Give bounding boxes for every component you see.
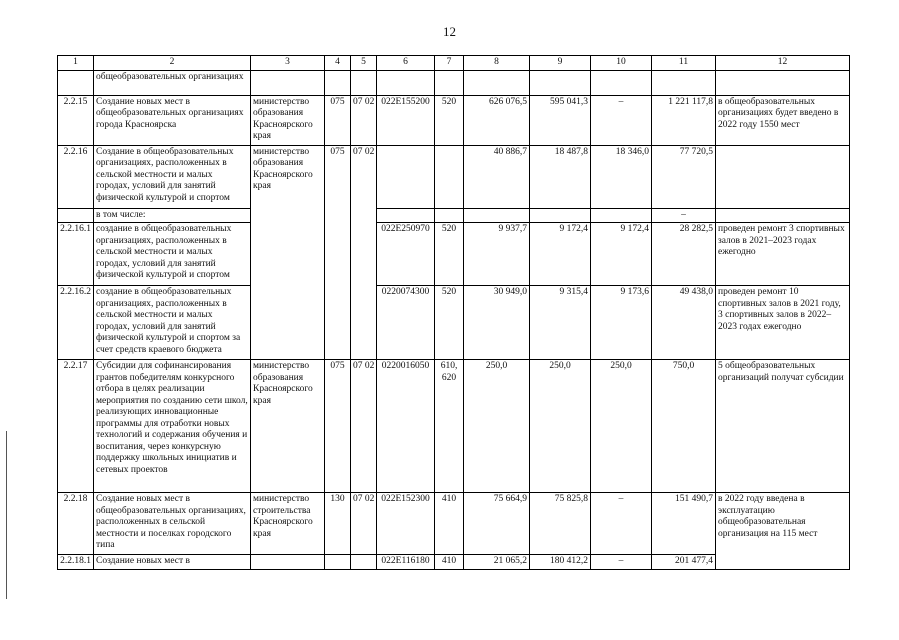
row-number: 2.2.16.1 <box>58 223 94 286</box>
cell-c8: 21 065,2 <box>464 555 530 570</box>
row-number: 2.2.17 <box>58 360 94 493</box>
cell-c9: 18 487,8 <box>530 145 591 208</box>
table-row <box>58 95 850 145</box>
cell-c6: 0220074300 <box>377 286 435 360</box>
cell-c6: 022E152300 <box>377 493 435 555</box>
cell-c6: 022E116180 <box>377 555 435 570</box>
cell-c10: – <box>591 555 652 570</box>
row-org: министерство строительства Красноярского края <box>251 493 325 555</box>
cell-c5: 07 02 <box>351 493 377 555</box>
cell-c12: проведен ремонт 10 спортивных залов в 2021 году, 3 спортивных залов в 2022–2023 годах ежегодно <box>716 286 850 360</box>
header-cell: 8 <box>464 56 530 71</box>
cell-c7: 520 <box>435 286 464 360</box>
row-org: министерство образования Красноярского края <box>251 145 325 360</box>
cell-c9: 250,0 <box>530 360 591 493</box>
table-row <box>58 145 850 208</box>
program-table <box>57 55 850 570</box>
cell-c8: 30 949,0 <box>464 286 530 360</box>
row-name: Создание новых мест в общеобразовательных организациях города Красноярска <box>94 95 251 145</box>
cell-c10: – <box>591 95 652 145</box>
row-name: Создание в общеобразовательных организациях, расположенных в сельской местности и малых городах, условий для занятий физической культурой и спортом <box>94 145 251 208</box>
cell-c8: 9 937,7 <box>464 223 530 286</box>
row-number: 2.2.15 <box>58 95 94 145</box>
header-cell: 7 <box>435 56 464 71</box>
header-cell: 11 <box>652 56 716 71</box>
header-cell: 3 <box>251 56 325 71</box>
table-row <box>58 360 850 493</box>
row-number: 2.2.18.1 <box>58 555 94 570</box>
row-org: министерство образования Красноярского края <box>251 360 325 493</box>
cell-c12: 5 общеобразовательных организаций получат субсидии <box>716 360 850 493</box>
table-row <box>58 286 850 360</box>
header-cell: 1 <box>58 56 94 71</box>
cell-c4: 075 <box>325 95 351 145</box>
row-number: 2.2.16 <box>58 145 94 208</box>
cell-c7: 410 <box>435 555 464 570</box>
table-row <box>58 208 850 223</box>
cell-c10: 9 172,4 <box>591 223 652 286</box>
cell-c11: 77 720,5 <box>652 145 716 208</box>
row-name: общеобразовательных организациях <box>94 70 251 95</box>
row-name: Создание новых мест в <box>94 555 251 570</box>
cell-c11: 1 221 117,8 <box>652 95 716 145</box>
cell-c11: 49 438,0 <box>652 286 716 360</box>
header-cell: 5 <box>351 56 377 71</box>
cell-c5: 07 02 <box>351 145 377 360</box>
cell-c11: – <box>652 208 716 223</box>
margin-line <box>6 431 7 599</box>
row-name: в том числе: <box>94 208 251 223</box>
cell-c6: 022E250970 <box>377 223 435 286</box>
table-row <box>58 70 850 95</box>
row-number: 2.2.16.2 <box>58 286 94 360</box>
header-cell: 9 <box>530 56 591 71</box>
cell-c11: 201 477,4 <box>652 555 716 570</box>
cell-c4: 075 <box>325 145 351 360</box>
cell-c8: 40 886,7 <box>464 145 530 208</box>
cell-c7: 610, 620 <box>435 360 464 493</box>
cell-c9: 9 172,4 <box>530 223 591 286</box>
cell-c9: 595 041,3 <box>530 95 591 145</box>
page-number: 12 <box>443 24 456 39</box>
cell-c7: 410 <box>435 493 464 555</box>
header-row <box>58 56 850 71</box>
cell-c10: 250,0 <box>591 360 652 493</box>
cell-c9: 180 412,2 <box>530 555 591 570</box>
header-cell: 4 <box>325 56 351 71</box>
cell-c10: 18 346,0 <box>591 145 652 208</box>
header-cell: 2 <box>94 56 251 71</box>
cell-c4: 130 <box>325 493 351 555</box>
row-name: создание в общеобразовательных организациях, расположенных в сельской местности и малых городах, условий для занятий физической культурой и спортом <box>94 223 251 286</box>
header-cell: 6 <box>377 56 435 71</box>
row-name: Субсидии для софинансирования грантов победителям конкурсного отбора в целях реализации мероприятия по созданию сети школ, реализующих инновационные программы для отработки новых технологий и содержания обучения и воспитания, через конкурсную поддержку школьных инициатив и сетевых проектов <box>94 360 251 493</box>
cell-c11: 28 282,5 <box>652 223 716 286</box>
cell-c10: 9 173,6 <box>591 286 652 360</box>
row-org: министерство образования Красноярского края <box>251 95 325 145</box>
cell-c7: 520 <box>435 95 464 145</box>
header-cell: 12 <box>716 56 850 71</box>
cell-c5: 07 02 <box>351 360 377 493</box>
row-number: 2.2.18 <box>58 493 94 555</box>
cell-c8: 250,0 <box>464 360 530 493</box>
cell-c11: 750,0 <box>652 360 716 493</box>
cell-c12: в общеобразовательных организациях будет введено в 2022 году 1550 мест <box>716 95 850 145</box>
table-row <box>58 493 850 555</box>
cell-c6: 0220016050 <box>377 360 435 493</box>
cell-c9: 9 315,4 <box>530 286 591 360</box>
cell-c6: 022E155200 <box>377 95 435 145</box>
cell-c12: в 2022 году введена в эксплуатацию общеобразовательная организация на 115 мест <box>716 493 850 570</box>
cell-c4: 075 <box>325 360 351 493</box>
cell-c10: – <box>591 493 652 555</box>
cell-c12: проведен ремонт 3 спортивных залов в 2021–2023 годах ежегодно <box>716 223 850 286</box>
cell-c5: 07 02 <box>351 95 377 145</box>
header-cell: 10 <box>591 56 652 71</box>
cell-c9: 75 825,8 <box>530 493 591 555</box>
cell-c11: 151 490,7 <box>652 493 716 555</box>
cell-c7: 520 <box>435 223 464 286</box>
table-row <box>58 223 850 286</box>
cell-c8: 75 664,9 <box>464 493 530 555</box>
cell-c8: 626 076,5 <box>464 95 530 145</box>
row-name: создание в общеобразовательных организациях, расположенных в сельской местности и малых городах, условий для занятий физической культурой и спортом за счет средств краевого бюджета <box>94 286 251 360</box>
row-name: Создание новых мест в общеобразовательных организациях, расположенных в сельской местности и поселках городского типа <box>94 493 251 555</box>
